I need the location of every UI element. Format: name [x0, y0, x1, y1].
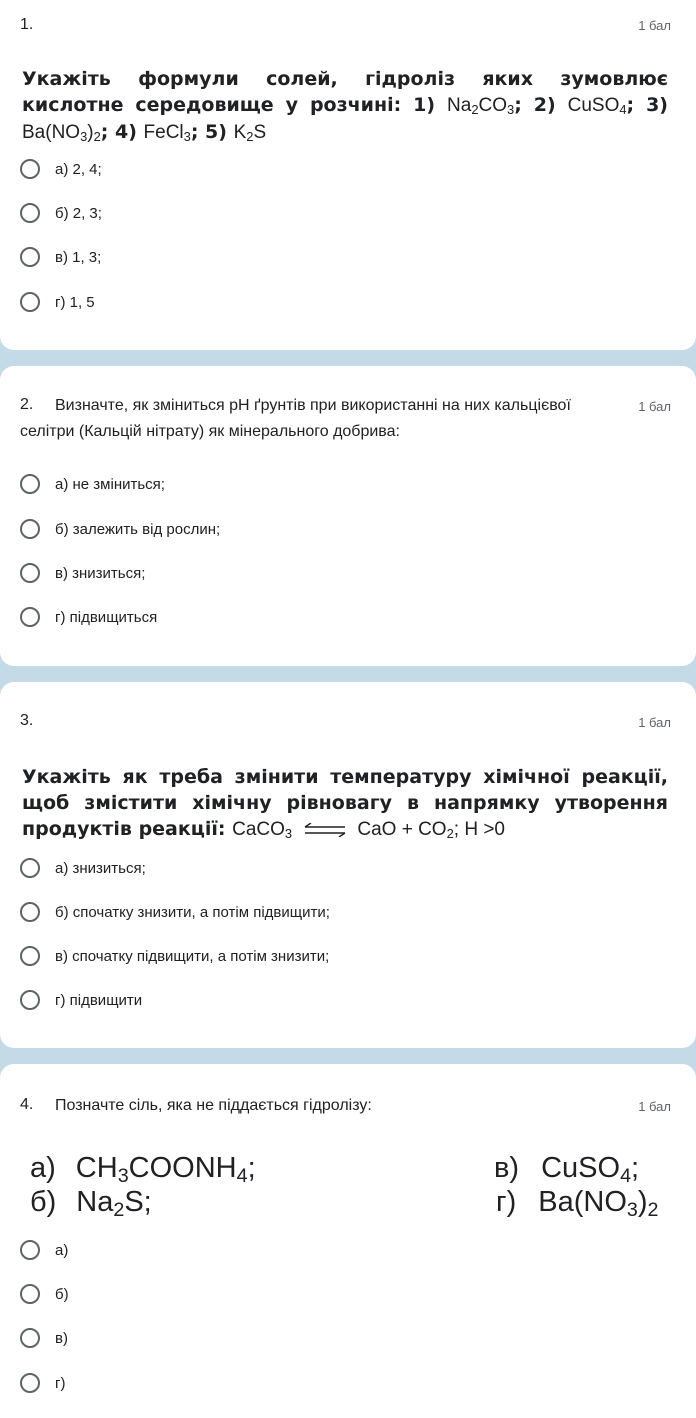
points-label: 1 бал	[638, 715, 671, 730]
question-number: 2.	[20, 396, 34, 413]
points-label: 1 бал	[638, 399, 671, 414]
question-text: Позначте сіль, яка не піддається гідролізу:	[55, 1097, 372, 1114]
question-card-3	[0, 682, 696, 1048]
radio-button[interactable]	[20, 563, 40, 583]
formula-v: в) CuSO$_4$;	[494, 1152, 640, 1187]
question-text: Укажіть як треба змінити температуру хімічної реакції, щоб змістити хімічну рівновагу в напрямку утворення продуктів реакції: CaCO$_3$ CaO + $CO_2$; H >0	[22, 766, 668, 842]
radio-button[interactable]	[20, 292, 40, 312]
option-g[interactable]: г) підвищити	[20, 988, 142, 1012]
formula-a: а) $CH_3COONH_4$;	[30, 1152, 256, 1187]
option-b[interactable]: б) залежить від рослин;	[20, 517, 220, 541]
points-label: 1 бал	[638, 1099, 671, 1114]
radio-button[interactable]	[20, 1328, 40, 1348]
radio-button[interactable]	[20, 247, 40, 267]
radio-button[interactable]	[20, 519, 40, 539]
equilibrium-arrow-icon	[303, 823, 347, 837]
points-label: 1 бал	[638, 18, 671, 33]
question-card-4	[0, 1064, 696, 1418]
option-a[interactable]: а) знизиться;	[20, 856, 146, 880]
option-v[interactable]: в)	[20, 1326, 68, 1350]
question-text: Визначте, як зміниться pH ґрунтів при використанні на них кальцієвої селітри (Кальцій нітрату) як мінерального добрива:	[20, 397, 571, 440]
radio-button[interactable]	[20, 902, 40, 922]
radio-button[interactable]	[20, 607, 40, 627]
radio-button[interactable]	[20, 858, 40, 878]
option-g[interactable]: г) 1, 5	[20, 290, 95, 314]
option-b[interactable]: б) спочатку знизити, а потім підвищити;	[20, 900, 330, 924]
question-card-1	[0, 0, 696, 350]
question-number: 1.	[20, 16, 34, 33]
question-card-2	[0, 366, 696, 666]
question-number: 3.	[20, 712, 34, 729]
option-v[interactable]: в) спочатку підвищити, а потім знизити;	[20, 944, 329, 968]
radio-button[interactable]	[20, 159, 40, 179]
option-a[interactable]: а)	[20, 1238, 68, 1262]
radio-button[interactable]	[20, 1284, 40, 1304]
option-b[interactable]: б) 2, 3;	[20, 201, 102, 225]
radio-button[interactable]	[20, 203, 40, 223]
option-v[interactable]: в) знизиться;	[20, 561, 145, 585]
question-text: Укажіть формули солей, гідроліз яких зумовлює кислотне середовище у розчині: 1) $Na_2CO_3$; 2) CuSO$_4$; 3) $Ba(NO_3)_2$; 4) FeCl$_3$; 5) $K_2S$	[22, 68, 668, 145]
question-number: 4.	[20, 1096, 34, 1113]
radio-button[interactable]	[20, 990, 40, 1010]
radio-button[interactable]	[20, 474, 40, 494]
radio-button[interactable]	[20, 1240, 40, 1260]
option-a[interactable]: а) не зміниться;	[20, 472, 165, 496]
formula-g: г) $Ba(NO_3)_2$	[496, 1186, 659, 1221]
option-a[interactable]: а) 2, 4;	[20, 157, 102, 181]
option-g[interactable]: г) підвищиться	[20, 605, 157, 629]
option-g[interactable]: г)	[20, 1371, 65, 1395]
option-v[interactable]: в) 1, 3;	[20, 245, 101, 269]
radio-button[interactable]	[20, 1373, 40, 1393]
formula-b: б) $Na_2S$;	[30, 1186, 152, 1221]
option-b[interactable]: б)	[20, 1282, 69, 1306]
radio-button[interactable]	[20, 946, 40, 966]
